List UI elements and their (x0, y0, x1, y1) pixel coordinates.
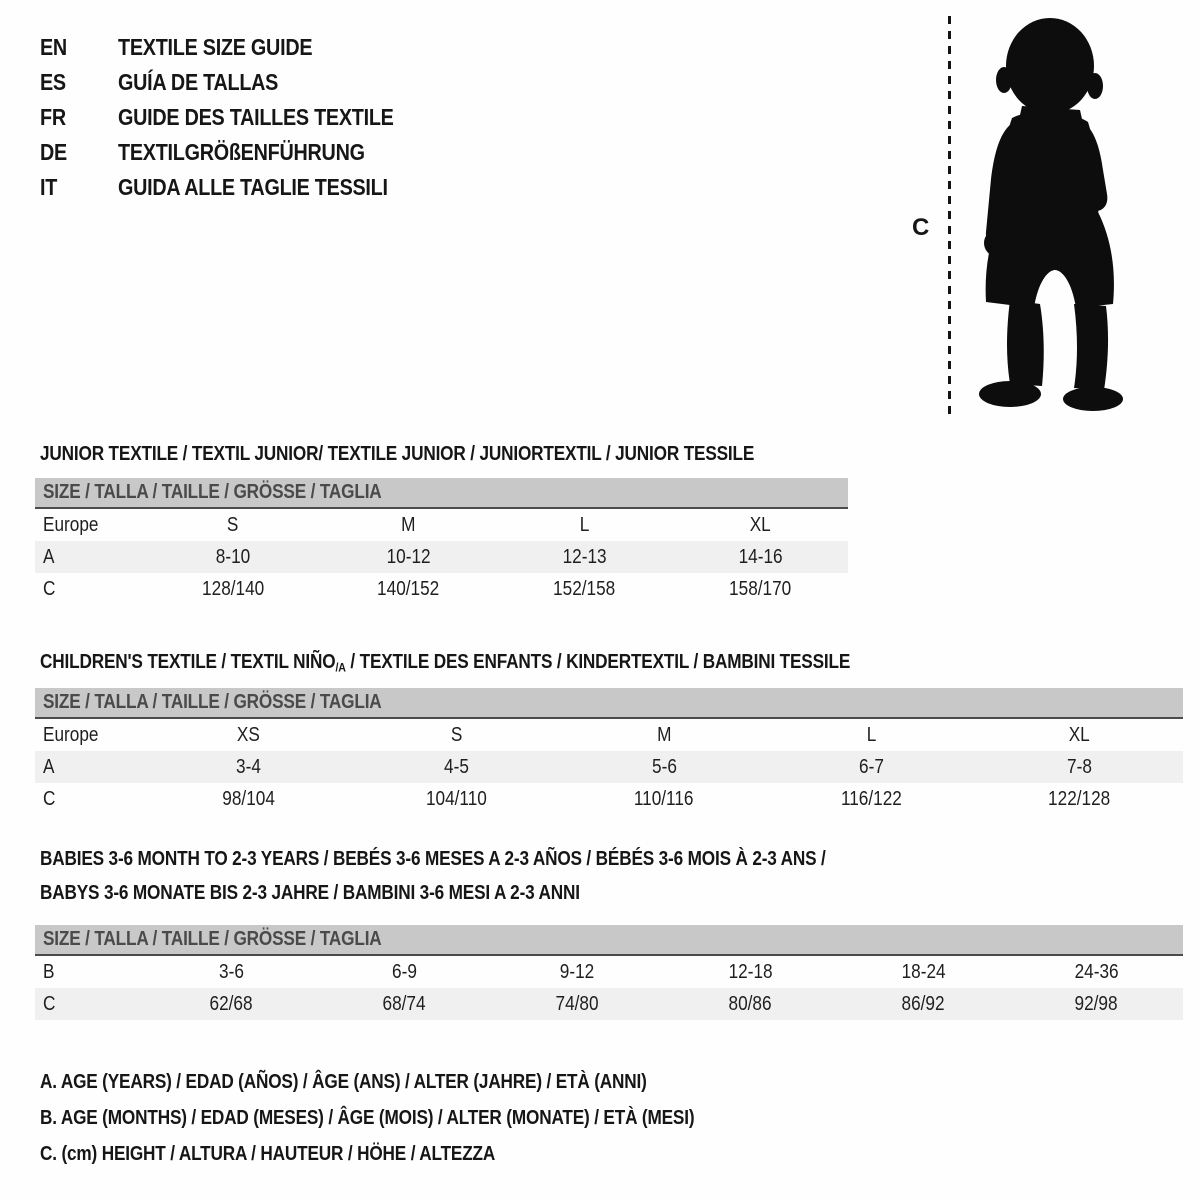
age-value: 10-12 (386, 545, 431, 568)
language-code: DE (40, 139, 67, 165)
junior-section-title (40, 437, 870, 471)
language-row-es (40, 65, 439, 100)
guide-title-en: TEXTILE SIZE GUIDE (118, 34, 313, 60)
size-header-bar (35, 478, 848, 509)
junior-section-title-text: JUNIOR TEXTILE / TEXTIL JUNIOR/ TEXTILE JUNIOR / JUNIORTEXTIL / JUNIOR TESSILE (40, 443, 755, 465)
height-value: 122/128 (1048, 787, 1111, 810)
row-header-b: B (43, 960, 55, 983)
language-row-de (40, 135, 439, 170)
size-col: XL (1068, 723, 1090, 746)
height-value: 92/98 (1074, 992, 1119, 1015)
age-value: 18-24 (901, 960, 946, 983)
language-row-en (40, 30, 439, 65)
row-header-c: C (43, 577, 56, 600)
age-value: 7-8 (1066, 755, 1092, 778)
age-value: 9-12 (560, 960, 595, 983)
size-col: L (579, 513, 590, 536)
row-header-a: A (43, 545, 55, 568)
age-value: 8-10 (215, 545, 251, 568)
age-value: 5-6 (651, 755, 677, 778)
size-header-text: SIZE / TALLA / TAILLE / GRÖSSE / TAGLIA (43, 928, 382, 950)
language-row-it (40, 170, 439, 205)
row-header-c: C (43, 787, 56, 810)
children-section-title-text: CHILDREN'S TEXTILE / TEXTIL NIÑO/A / TEXTILE DES ENFANTS / KINDERTEXTIL / BAMBINI TESSILE (40, 651, 851, 675)
measurement-legend (40, 1064, 801, 1172)
age-value: 3-6 (219, 960, 244, 983)
size-col: S (450, 723, 463, 746)
row-header-europe: Europe (43, 513, 99, 536)
size-header-text: SIZE / TALLA / TAILLE / GRÖSSE / TAGLIA (43, 691, 382, 713)
size-col: S (227, 513, 239, 536)
height-value: 110/116 (634, 787, 694, 810)
age-value: 6-9 (392, 960, 417, 983)
height-value: 152/158 (553, 577, 616, 600)
size-col: M (401, 513, 416, 536)
babies-section-title (40, 842, 954, 910)
height-value: 62/68 (209, 992, 254, 1015)
size-col: XS (237, 723, 261, 746)
junior-size-table (35, 478, 848, 605)
height-value: 86/92 (901, 992, 946, 1015)
height-value: 104/110 (425, 787, 487, 810)
height-value: 116/122 (841, 787, 903, 810)
children-section-title (40, 645, 982, 684)
legend-line-a: A. AGE (YEARS) / EDAD (AÑOS) / ÂGE (ANS) / ALTER (JAHRE) / ETÀ (ANNI) (40, 1070, 647, 1093)
row-header-a: A (43, 755, 55, 778)
guide-title-it: GUIDA ALLE TAGLIE TESSILI (118, 174, 388, 200)
height-value: 98/104 (222, 787, 276, 810)
size-col: M (656, 723, 672, 746)
babies-title-line1: BABIES 3-6 MONTH TO 2-3 YEARS / BEBÉS 3-6 MESES A 2-3 AÑOS / BÉBÉS 3-6 MOIS À 2-3 ANS / (40, 848, 826, 870)
legend-line-c: C. (cm) HEIGHT / ALTURA / HAUTEUR / HÖHE / ALTEZZA (40, 1142, 496, 1165)
size-header-text: SIZE / TALLA / TAILLE / GRÖSSE / TAGLIA (43, 481, 382, 503)
table-row-age (35, 541, 848, 573)
guide-title-es: GUÍA DE TALLAS (118, 69, 279, 95)
babies-size-table (35, 925, 1183, 1020)
language-code: IT (40, 174, 58, 200)
age-value: 24-36 (1074, 960, 1119, 983)
row-header-c: C (43, 992, 56, 1015)
height-value: 128/140 (201, 577, 264, 600)
language-list (40, 30, 439, 205)
height-value: 158/170 (729, 577, 792, 600)
age-value: 12-13 (562, 545, 607, 568)
row-header-europe: Europe (43, 723, 99, 746)
age-value: 3-4 (236, 755, 262, 778)
age-value: 6-7 (859, 755, 885, 778)
age-value: 12-18 (728, 960, 773, 983)
toddler-silhouette-icon (960, 14, 1145, 419)
children-size-table (35, 688, 1183, 815)
height-value: 140/152 (377, 577, 440, 600)
height-dashed-line (948, 16, 951, 416)
table-row-height (35, 573, 848, 605)
height-value: 74/80 (555, 992, 600, 1015)
table-row-age (35, 751, 1183, 783)
size-col: XL (749, 513, 771, 536)
height-measure-label: C (912, 214, 930, 241)
table-row-age-months (35, 956, 1183, 988)
height-value: 80/86 (728, 992, 773, 1015)
guide-title-de: TEXTILGRÖßENFÜHRUNG (118, 139, 365, 165)
language-code: FR (40, 104, 66, 130)
table-row-height (35, 783, 1183, 815)
guide-title-fr: GUIDE DES TAILLES TEXTILE (118, 104, 394, 130)
babies-title-line2: BABYS 3-6 MONATE BIS 2-3 JAHRE / BAMBINI 3-6 MESI A 2-3 ANNI (40, 882, 580, 904)
size-header-bar (35, 925, 1183, 956)
table-row-height (35, 988, 1183, 1020)
age-value: 14-16 (738, 545, 783, 568)
language-row-fr (40, 100, 439, 135)
table-row-sizes (35, 719, 1183, 751)
table-row-sizes (35, 509, 848, 541)
title-subscript: /A (335, 660, 346, 675)
size-col: L (866, 723, 877, 746)
age-value: 4-5 (443, 755, 469, 778)
language-code: EN (40, 34, 67, 60)
legend-line-b: B. AGE (MONTHS) / EDAD (MESES) / ÂGE (MOIS) / ALTER (MONATE) / ETÀ (MESI) (40, 1106, 695, 1129)
height-value: 68/74 (382, 992, 427, 1015)
size-header-bar (35, 688, 1183, 719)
language-code: ES (40, 69, 66, 95)
